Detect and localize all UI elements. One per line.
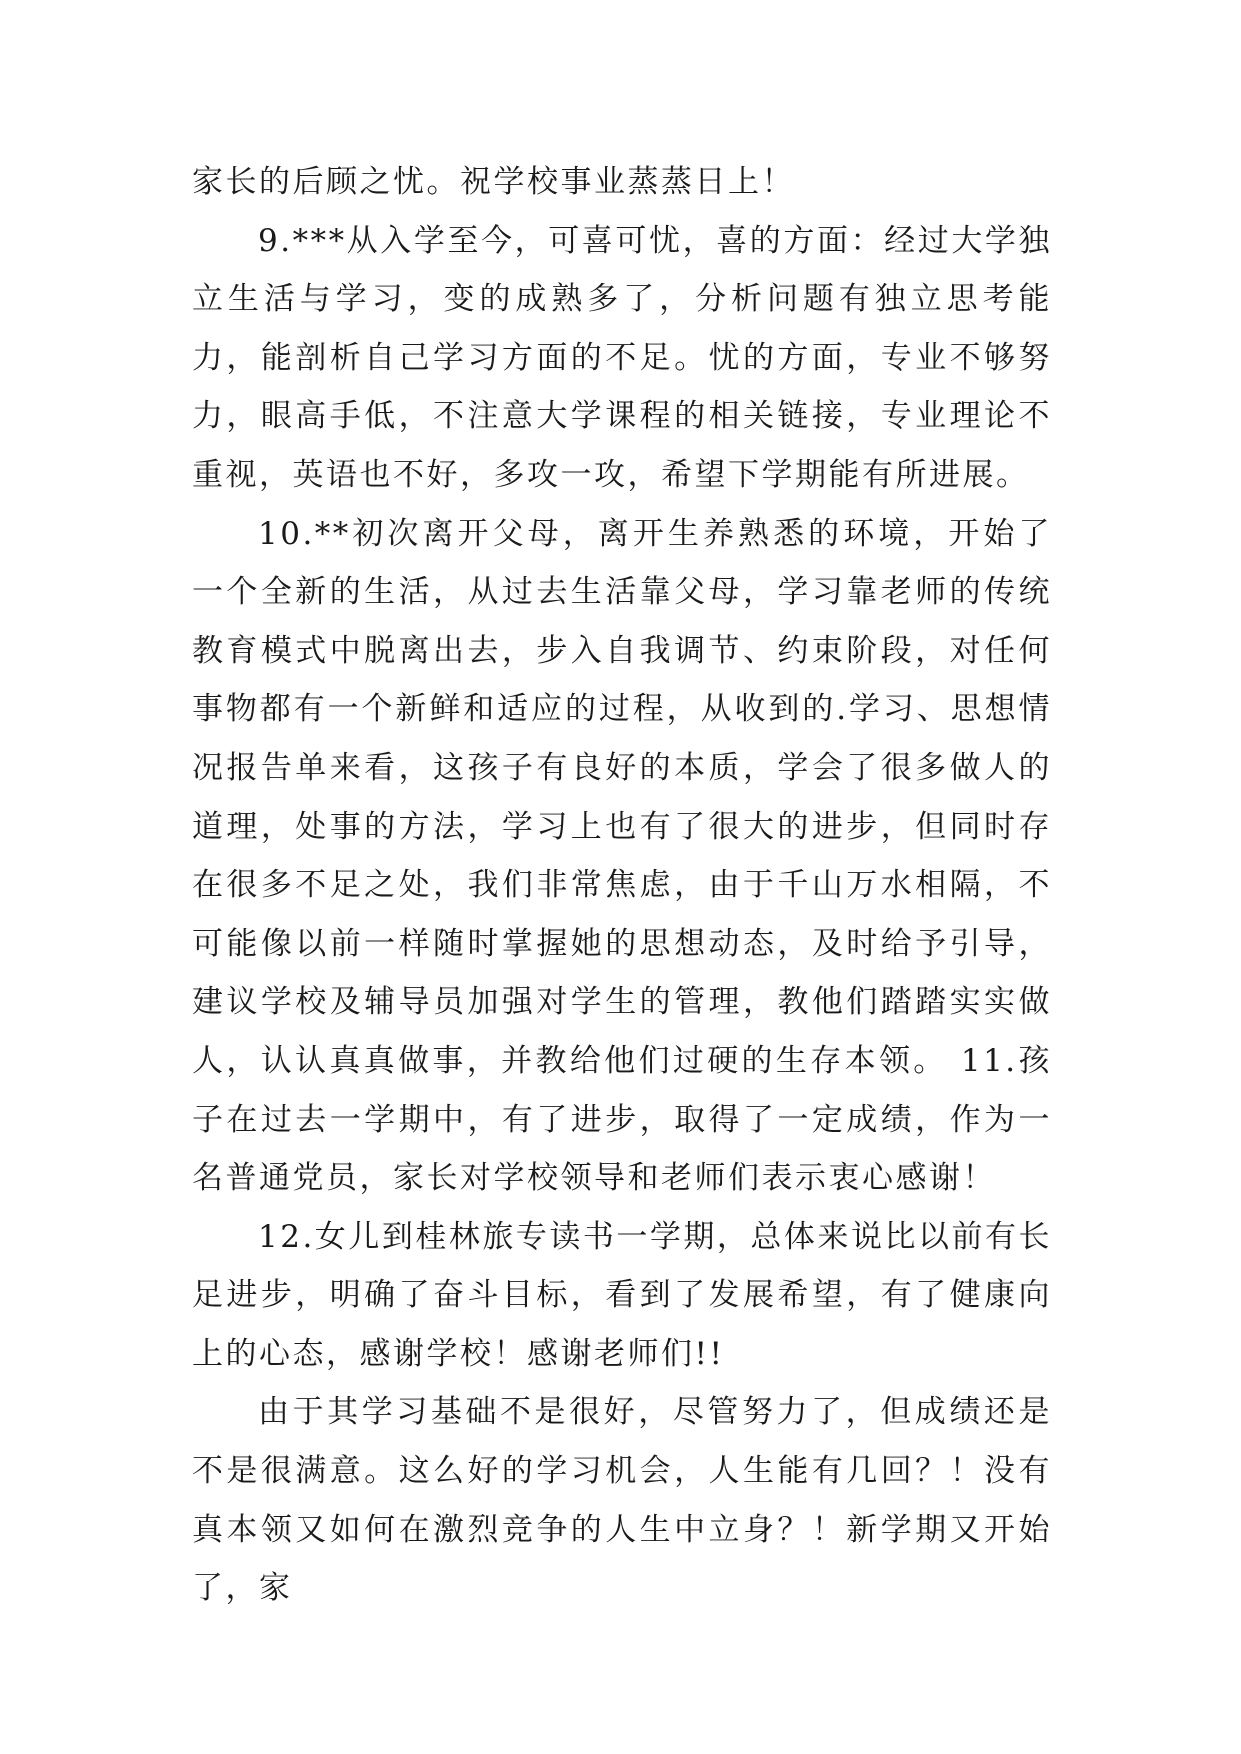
paragraph-9: 9.***从入学至今，可喜可忧，喜的方面：经过大学独立生活与学习，变的成熟多了，分析问题有独立思考能力，能剖析自己学习方面的不足。忧的方面，专业不够努力，眼高手低，不注意大学课程的相关链接，专业理论不重视，英语也不好，多攻一攻，希望下学期能有所进展。 <box>192 222 1052 493</box>
paragraph-10-11: 10.**初次离开父母，离开生养熟悉的环境，开始了一个全新的生活，从过去生活靠父母，学习靠老师的传统教育模式中脱离出去，步入自我调节、约束阶段，对任何事物都有一个新鲜和适应的过程，从收到的.学习、思想情况报告单来看，这孩子有良好的本质，学会了很多做人的道理，处事的方法，学习上也有了很大的进步，但同时存在很多不足之处，我们非常焦虑，由于千山万水相隔，不可能像以前一样随时掌握她的思想动态，及时给予引导，建议学校及辅导员加强对学生的管理，教他们踏踏实实做人，认认真真做事，并教给他们过硬的生存本领。 11.孩子在过去一学期中，有了进步，取得了一定成绩，作为一名普通党员，家长对学校领导和老师们表示衷心感谢！ <box>192 515 1052 1197</box>
document-body <box>192 153 1052 1618</box>
paragraph-continued: 家长的后顾之忧。祝学校事业蒸蒸日上！ <box>192 164 795 200</box>
paragraph-closing: 由于其学习基础不是很好，尽管努力了，但成绩还是不是很满意。这么好的学习机会，人生能有几回？！没有真本领又如何在激烈竞争的人生中立身？！新学期又开始了，家 <box>192 1394 1052 1607</box>
paragraph-12: 12.女儿到桂林旅专读书一学期，总体来说比以前有长足进步，明确了奋斗目标，看到了发展希望，有了健康向上的心态，感谢学校！感谢老师们!! <box>192 1218 1052 1372</box>
